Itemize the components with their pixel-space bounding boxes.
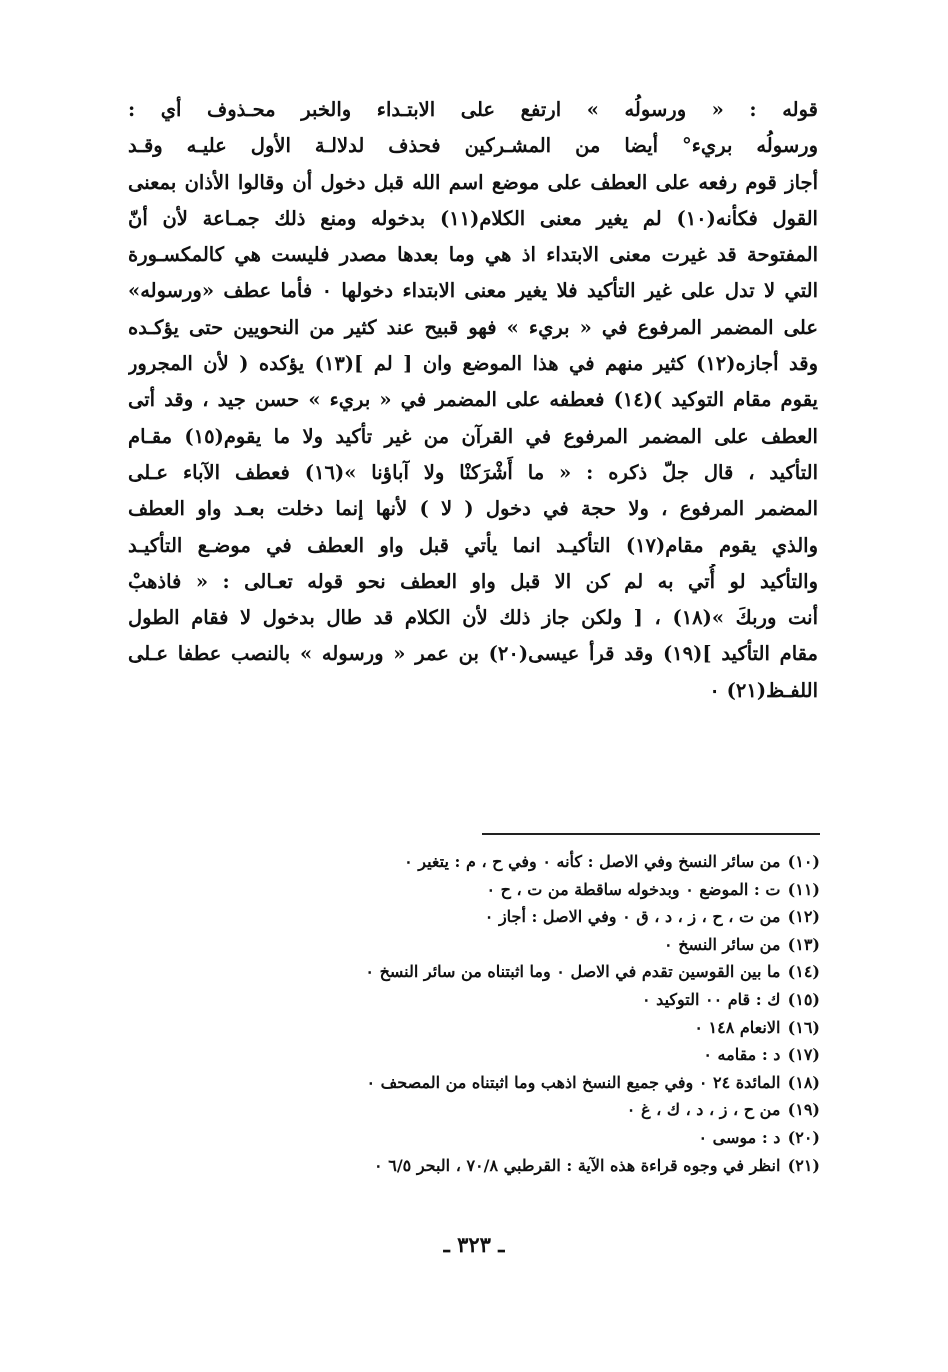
footnote [200, 986, 820, 1014]
text-line: المضمر المرفوع ، ولا حجة في دخول ( لا ) لأنها إنما دخلت بعـد واو العطف [128, 497, 818, 521]
footnote-number: (١٥) [787, 989, 820, 1009]
footnote-text: ك : قام ٠٠ التوكيد ٠ [642, 989, 781, 1009]
text-line: وقد أجازه(١٢) كثير منهم في هذا الموضع وان [ لم ](١٣) يؤكده ( لأن المجرور [128, 352, 818, 376]
text-line: أنت وربكَ »(١٨) ، [ ولكن جاز ذلك لأن الكلام قد طال بدخول لا فقام الطول [128, 606, 818, 630]
footnote-number: (١٢) [787, 907, 820, 927]
text-line: أجاز قوم رفعه على العطف على موضع اسم الله قبل دخول أن وقالوا الأذان بمعنى [128, 170, 818, 194]
footnote [200, 958, 820, 986]
footnote-text: من سائر النسخ وفي الاصل : كأنه ٠ وفي ح ، م : يتغير ٠ [404, 852, 781, 871]
footnote-text: من ت ، ح ، ز ، د ، ق ٠ وفي الاصل : أجاز ٠ [484, 907, 781, 927]
text-line: يقوم مقام التوكيد )(١٤) فعطفه على المضمر في « بريء » حسن جيد ، وقد أتى [128, 388, 818, 412]
footnote-number: (١٦) [787, 1017, 820, 1037]
text-line: قوله : « ورسولُه » ارتفع على الابتـداء والخبر محـذوف أي : [128, 98, 818, 121]
text-line: ورسولُه بريء° أيضا من المشـركين فحذف لدلالـة الأول عليـه وقـد [128, 134, 818, 158]
text-line: مقام التأكيد ](١٩) وقد قرأ عيسى(٢٠) بن عمر « ورسوله » بالنصب عطفا عـلى [128, 642, 818, 666]
footnote-number: (١٧) [787, 1045, 820, 1065]
footnote-number: (٢١) [787, 1155, 820, 1175]
footnote-number: (١٨) [787, 1072, 820, 1092]
footnote-text: د : موسى ٠ [698, 1127, 781, 1147]
footnote [200, 1124, 820, 1152]
footnote-text: المائدة ٢٤ ٠ وفي جميع النسخ اذهب وما اثبتناه من المصحف ٠ [366, 1072, 781, 1092]
footnotes-block [200, 848, 820, 1179]
text-line: القول فكأنه(١٠) لم يغير معنى الكلام(١١) بدخوله ومنع ذلك جمـاعة لأن أنّ [128, 206, 818, 230]
footnote [200, 1096, 820, 1124]
text-line: والتأكيد لو أُتي به لم كن الا قبل واو العطف نحو قوله تعـالى : « فاذهبْ [128, 569, 818, 593]
footnote [200, 1041, 820, 1069]
text-line: اللفـظ(٢١) ٠ [709, 678, 818, 702]
footnote-text: من سائر النسخ ٠ [664, 934, 781, 954]
text-line: التأكيد ، قال جلّ ذكره : « ما أَشْرَكنْا ولا آباؤنا »(١٦) فعطف الآباء عـلى [128, 460, 818, 484]
footnote-text: ت : الموضع ٠ وبدخوله ساقطة من ت ، ح ٠ [486, 879, 781, 899]
footnote-text: ما بين القوسين تقدم في الاصل ٠ وما اثبتناه من سائر النسخ ٠ [365, 962, 781, 982]
text-line: على المضمر المرفوع في « بريء » فهو قبيح عند كثير من النحويين حتى يؤكـده [128, 315, 818, 339]
footnote [200, 848, 820, 876]
footnote-text: من ح ، ز ، د ، ك ، غ ٠ [626, 1100, 781, 1120]
footnote-number: (١٣) [787, 934, 820, 954]
footnote-number: (٢٠) [787, 1127, 820, 1147]
text-line: التي لا تدل على غير التأكيد فلا يغير معنى الابتداء دخولها ٠ فأما عطف «ورسوله» [128, 279, 818, 303]
footnote-text: انظر في وجوه قراءة هذه الآية : القرطبي ٧٠/٨ ، البحر ٦/٥ ٠ [374, 1155, 781, 1175]
main-text-block [128, 92, 818, 709]
text-line: المفتوحة قد غيرت معنى الابتداء اذ هي وما بعدها مصدر فليست هي كالمكسـورة [128, 243, 818, 267]
footnote-number: (١٤) [787, 962, 820, 982]
footnote-number: (١٩) [787, 1100, 820, 1120]
footnote-text: الانعام ١٤٨ ٠ [694, 1017, 781, 1037]
footnote-divider [482, 833, 820, 835]
page-number: ـ ٣٢٣ ـ [443, 1232, 505, 1257]
footnote [200, 1014, 820, 1042]
footnote-text: د : مقامه ٠ [703, 1045, 781, 1065]
text-line: والذي يقوم مقام(١٧) التأكيـد انما يأتي قبل واو العطف في موضـع التأكيـد [128, 533, 818, 557]
footnote [200, 931, 820, 959]
footnote-number: (١٠) [787, 852, 820, 871]
footnote [200, 1069, 820, 1097]
footnote [200, 876, 820, 904]
footnote-number: (١١) [787, 879, 820, 899]
footnote [200, 1152, 820, 1180]
text-line: العطف على المضمر المرفوع في القرآن من غير تأكيد ولا ما يقوم(١٥) مقـام [128, 424, 818, 448]
footnote [200, 903, 820, 931]
